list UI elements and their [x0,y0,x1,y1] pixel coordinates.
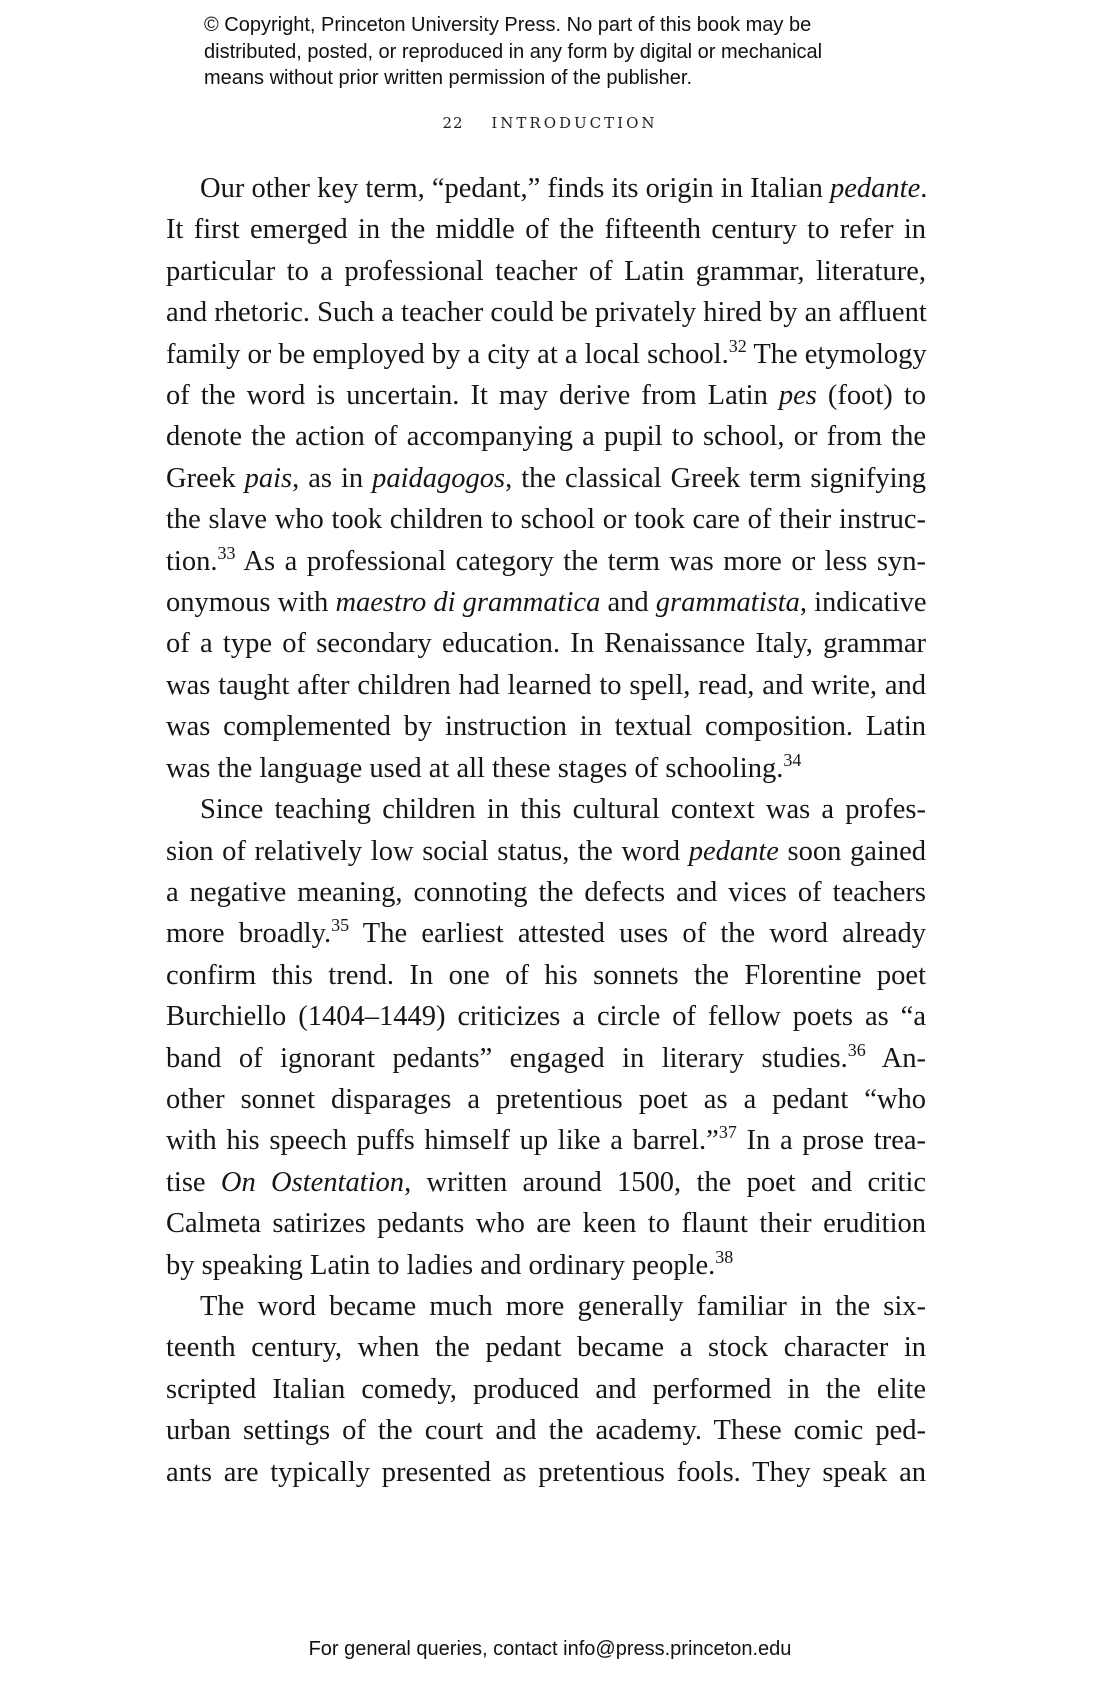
text-line: of the word is uncertain. It may derive from Latin pes (foot) to [166,380,927,412]
italic-term: On Ostentation [220,1166,405,1198]
footnote-reference[interactable]: 33 [217,542,236,563]
text-line: was the language used at all these stages of schooling.$^{34}$ [166,749,802,784]
text-line: confirm this trend. In one of his sonnets the Florentine poet [166,959,926,991]
text-line: Since teaching children in this cultural context was a profes- [200,794,926,826]
text-line: teenth century, when the pedant became a stock character in [166,1332,926,1364]
text-line: Calmeta satirizes pedants who are keen to flaunt their erudition [166,1208,926,1240]
body-text [166,168,926,1493]
running-head [0,114,1100,132]
footnote-reference[interactable]: 34 [783,749,802,770]
copyright-line: means without prior written permission of the publisher. [204,67,693,89]
text-line: a negative meaning, connoting the defects and vices of teachers [166,876,926,908]
italic-term: pedante [688,835,779,867]
text-line: particular to a professional teacher of Latin grammar, literature, [166,255,926,287]
text-line: tise On Ostentation, written around 1500, the poet and critic [166,1166,927,1198]
copyright-line: distributed, posted, or reproduced in any form by digital or mechanical [204,40,823,63]
text-line: tion.$^{33}$ As a professional category the term was more or less syn- [166,542,926,577]
text-line: urban settings of the court and the academy. These comic ped- [166,1415,926,1447]
footer-contact: For general queries, contact info@press.princeton.edu [308,1638,792,1660]
text-line: by speaking Latin to ladies and ordinary people.$^{38}$ [166,1246,734,1281]
text-line: scripted Italian comedy, produced and performed in the elite [166,1373,926,1405]
text-line: and rhetoric. Such a teacher could be privately hired by an affluent [166,297,927,329]
text-line: The word became much more generally familiar in the six- [200,1290,926,1322]
text-line: the slave who took children to school or took care of their instruc- [166,504,926,536]
text-line: It first emerged in the middle of the fifteenth century to refer in [166,214,926,246]
text-line: with his speech puffs himself up like a barrel.”$^{37}$ In a prose trea- [166,1122,926,1157]
page-number: 22 [442,114,464,132]
text-line: more broadly.$^{35}$ The earliest attested uses of the word already [166,915,926,950]
paragraph [166,168,926,789]
italic-term: paidagogos [372,462,506,494]
copyright-notice [204,12,924,92]
text-line: onymous with maestro di grammatica and grammatista, indicative [166,587,927,619]
text-line: denote the action of accompanying a pupil to school, or from the [166,421,926,453]
text-line: Burchiello (1404–1449) criticizes a circle of fellow poets as “a [166,1001,926,1033]
italic-term: pedante [830,173,921,204]
paragraph [166,789,926,1286]
italic-term: grammatista [655,587,800,619]
text-line: of a type of secondary education. In Renaissance Italy, grammar [166,628,926,660]
text-line: sion of relatively low social status, the word pedante soon gained [166,835,927,867]
italic-term: maestro di grammatica [335,587,601,619]
text-line: family or be employed by a city at a local school.$^{32}$ The etymology [166,335,927,370]
paragraph [166,1286,926,1493]
footnote-reference[interactable]: 37 [718,1122,737,1143]
copyright-line: © Copyright, Princeton University Press. No part of this book may be [204,14,812,36]
text-line: was complemented by instruction in textual composition. Latin [166,711,926,743]
text-line: was taught after children had learned to spell, read, and write, and [166,669,926,701]
footnote-reference[interactable]: 35 [331,915,350,936]
footnote-reference[interactable]: 38 [715,1246,734,1267]
text-line: ants are typically presented as pretentious fools. They speak an [166,1456,926,1488]
footnote-reference[interactable]: 36 [847,1039,866,1060]
text-line: other sonnet disparages a pretentious poet as a pedant “who [166,1083,926,1115]
footnote-reference[interactable]: 32 [728,335,747,356]
italic-term: pais [244,462,293,494]
text-line: Greek pais, as in paidagogos, the classical Greek term signifying [166,462,926,494]
text-line: band of ignorant pedants” engaged in literary studies.$^{36}$ An- [166,1039,926,1074]
italic-term: pes [778,380,817,412]
text-line: Our other key term, “pedant,” finds its origin in Italian pedante. [200,173,928,204]
section-title: INTRODUCTION [491,114,658,132]
